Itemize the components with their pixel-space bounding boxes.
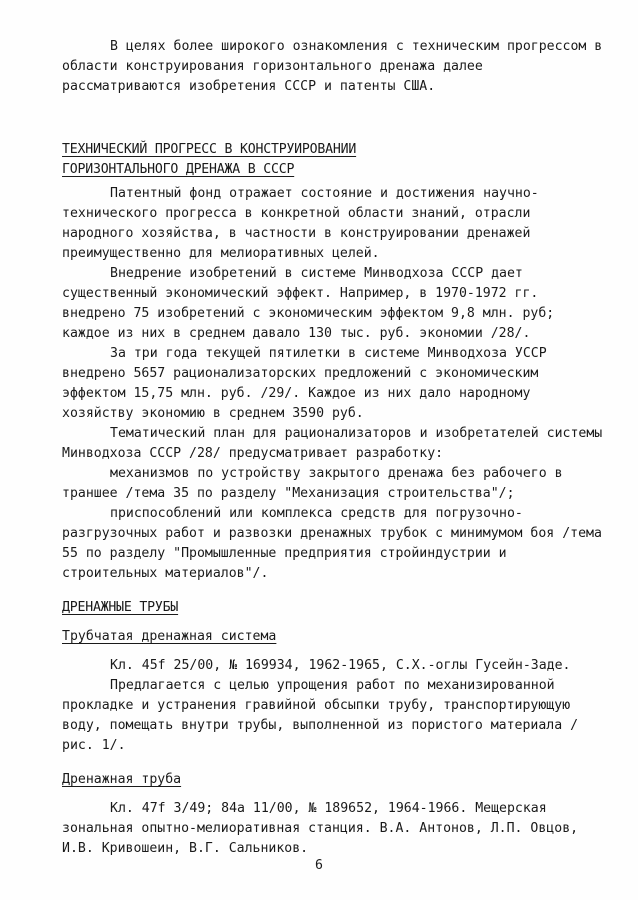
section-heading xyxy=(62,140,607,180)
paragraph-rationalization: За три года текущей пятилетки в системе Минводхоза УССР внедрено 5657 рационализаторских предложений с экономическим эффектом 15,75 млн. руб. /29/. Каждое из них дало народному хозяйству экономию в среднем 3590 руб. xyxy=(62,346,547,421)
drain-pipe-body xyxy=(62,799,607,859)
intro-paragraph xyxy=(62,37,607,97)
page-number: 6 xyxy=(315,858,323,873)
intro-text: В целях более широкого ознакомления с техническим прогрессом в области конструирования горизонтального дренажа далее рассматриваются изобретения СССР и патенты США. xyxy=(62,39,603,94)
tubular-system-citation: Кл. 45f 25/00, № 169934, 1962-1965, С.Х.-оглы Гусейн-Заде. xyxy=(110,658,571,673)
paragraph-mechanisms: механизмов по устройству закрытого дренажа без рабочего в траншее /тема 35 по разделу "Механизация строительства"/; xyxy=(62,466,563,501)
tubular-system-body xyxy=(62,656,607,756)
section-heading-line1: ТЕХНИЧЕСКИЙ ПРОГРЕСС В КОНСТРУИРОВАНИИ xyxy=(62,142,357,157)
paragraph-thematic-plan: Тематический план для рационализаторов и изобретателей системы Минводхоза СССР /28/ предусматривает разработку: xyxy=(62,426,603,461)
paragraph-inventions: Внедрение изобретений в системе Минводхоза СССР дает существенный экономический эффект. Например, в 1970-1972 гг. внедрено 75 изобретений с экономическим эффектом 9,8 млн. руб; каждое из них в среднем давало 130 тыс. руб. экономии /28/. xyxy=(62,266,555,341)
tubular-system-title: Трубчатая дренажная система xyxy=(62,629,277,644)
paragraph-devices: приспособлений или комплекса средств для погрузочно-разгрузочных работ и развозки дренажных трубок с минимумом боя /тема 55 по разделу "Промышленные предприятия стройиндустрии и строительных материалов"/. xyxy=(62,506,602,581)
section-heading-line2: ГОРИЗОНТАЛЬНОГО ДРЕНАЖА В СССР xyxy=(62,162,295,177)
tubular-system-text: Предлагается с целью упрощения работ по механизированной прокладке и устранения гравийной обсыпки трубу, транспортирующую воду, помещать внутри трубы, выполненной из пористого материала /рис. 1/. xyxy=(62,678,579,753)
body-paragraphs xyxy=(62,184,607,584)
drain-pipes-heading: ДРЕНАЖНЫЕ ТРУБЫ xyxy=(62,600,179,615)
drain-pipe-title: Дренажная труба xyxy=(62,772,182,787)
paragraph-patent-fund: Патентный фонд отражает состояние и достижения научно-технического прогресса в конкретной области знаний, отрасли народного хозяйства, в частности в конструировании дренажей преимущественно для мелиоративных целей. xyxy=(62,186,539,261)
drain-pipe-citation: Кл. 47f 3/49; 84а 11/00, № 189652, 1964-1966. Мещерская зональная опытно-мелиоративная станция. В.А. Антонов, Л.П. Овцов, И.В. Кривошеин, В.Г. Сальников. xyxy=(62,801,579,856)
